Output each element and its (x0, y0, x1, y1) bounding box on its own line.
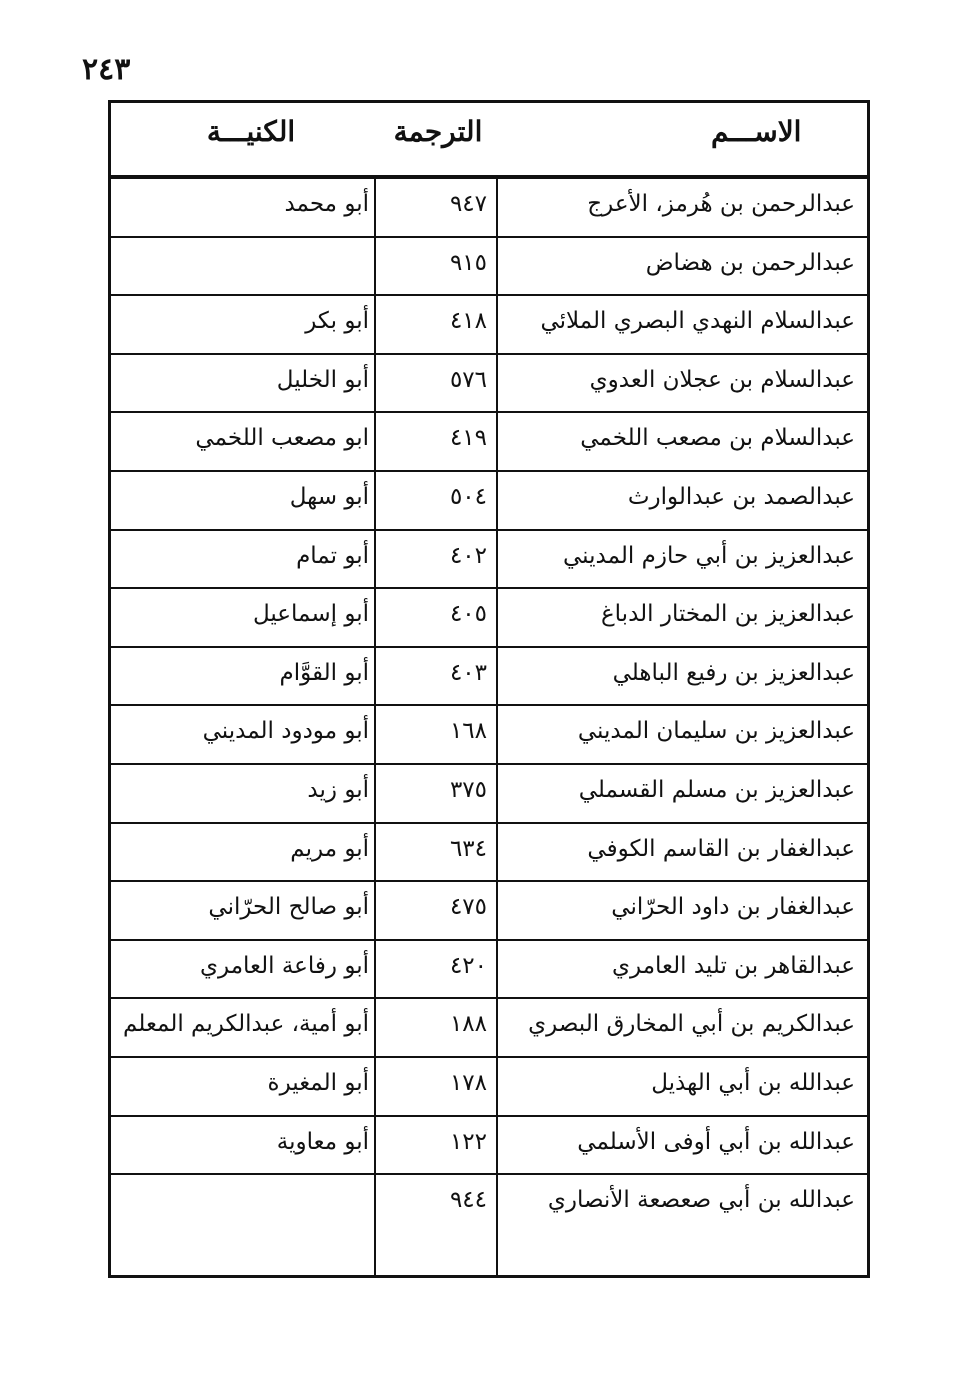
table-row (111, 765, 867, 824)
row-translation: ١٧٨ (449, 1069, 487, 1096)
row-kunya: أبو صالح الحرّاني (208, 894, 369, 921)
row-translation: ١٦٨ (449, 718, 487, 745)
table-row (111, 1058, 867, 1117)
table-row (111, 824, 867, 883)
table-row (111, 296, 867, 355)
row-kunya: أبو تمام (296, 542, 369, 569)
row-translation: ٩٤٤ (449, 1187, 487, 1214)
table-body (111, 179, 867, 1263)
row-translation: ٤٠٣ (449, 659, 487, 686)
row-name: عبدالرحمن بن هضاض (645, 249, 855, 276)
row-kunya: أبو إسماعيل (252, 601, 369, 628)
row-translation: ٤٠٥ (449, 601, 487, 628)
row-name: عبدالقاهر بن تليد العامري (612, 952, 855, 979)
row-name: عبدالعزيز بن أبي حازم المديني (563, 542, 855, 569)
row-name: عبدالعزيز بن مسلم القسملي (578, 776, 855, 803)
row-translation: ٤٧٥ (449, 894, 487, 921)
row-translation: ٣٧٥ (449, 776, 487, 803)
row-name: عبدالسلام بن مصعب اللخمي (580, 425, 855, 452)
table-row (111, 941, 867, 1000)
row-kunya: أبو رفاعة العامري (200, 952, 369, 979)
table-row (111, 179, 867, 238)
row-name: عبدالغفار بن داود الحرّاني (611, 894, 855, 921)
table-row (111, 238, 867, 297)
row-name: عبدالسلام بن عجلان العدوي (589, 366, 855, 393)
row-translation: ٦٣٤ (449, 835, 487, 862)
table-row (111, 648, 867, 707)
row-kunya: أبو سهل (289, 483, 369, 510)
table-row (111, 882, 867, 941)
row-kunya: أبو المغيرة (267, 1069, 369, 1096)
table-row (111, 1117, 867, 1176)
table-row (111, 999, 867, 1058)
row-kunya: أبو محمد (284, 191, 369, 217)
table-row (111, 589, 867, 648)
row-kunya: ابو مصعب اللخمي (195, 425, 369, 452)
row-name: عبدالكريم بن أبي المخارق البصري (528, 1011, 855, 1038)
row-translation: ٤٢٠ (449, 952, 487, 979)
table-row (111, 355, 867, 414)
header-name: الاســـم (711, 115, 802, 148)
table-row (111, 531, 867, 590)
row-name: عبدالله بن أبي صعصعة الأنصاري (547, 1187, 855, 1214)
row-name: عبدالرحمن بن هُرمز، الأعرج (587, 191, 855, 217)
row-translation: ٤٠٢ (449, 542, 487, 569)
row-name: عبدالله بن أبي أوفى الأسلمي (577, 1128, 855, 1155)
table-row (111, 706, 867, 765)
row-kunya: أبو معاوية (276, 1128, 369, 1155)
row-translation: ٩١٥ (449, 249, 487, 276)
table-row (111, 1175, 867, 1263)
table-row (111, 413, 867, 472)
row-name: عبدالله بن أبي الهذيل (651, 1069, 855, 1096)
row-name: عبدالعزيز بن سليمان المديني (577, 718, 855, 745)
index-table (108, 100, 870, 1278)
row-kunya: أبو مريم (290, 835, 369, 862)
row-translation: ٩٤٧ (449, 191, 487, 217)
row-name: عبدالعزيز بن رفيع الباهلي (612, 659, 855, 686)
table-header (111, 103, 867, 179)
table-row (111, 472, 867, 531)
row-translation: ٥٧٦ (449, 366, 487, 393)
row-kunya: أبو الخليل (276, 366, 369, 393)
header-translation: الترجمة (393, 115, 483, 148)
row-kunya: أبو القوَّام (279, 659, 369, 686)
row-name: عبدالغفار بن القاسم الكوفي (587, 835, 855, 862)
row-translation: ٤١٨ (449, 308, 487, 335)
header-kunya: الكنيـــة (206, 115, 296, 148)
row-translation: ٤١٩ (449, 425, 487, 452)
row-translation: ١٨٨ (449, 1011, 487, 1038)
row-kunya: أبو زيد (307, 776, 369, 803)
row-translation: ١٢٢ (449, 1128, 487, 1155)
row-translation: ٥٠٤ (449, 483, 487, 510)
row-name: عبدالصمد بن عبدالوارث (627, 483, 855, 510)
row-name: عبدالعزيز بن المختار الدباغ (600, 601, 855, 628)
row-kunya: أبو مودود المديني (202, 718, 369, 745)
row-kunya: أبو أمية، عبدالكريم المعلم (123, 1011, 369, 1038)
page-number: ٢٤٣ (82, 52, 131, 87)
row-name: عبدالسلام النهدي البصري الملائي (540, 308, 855, 335)
row-kunya: أبو بكر (305, 308, 369, 335)
